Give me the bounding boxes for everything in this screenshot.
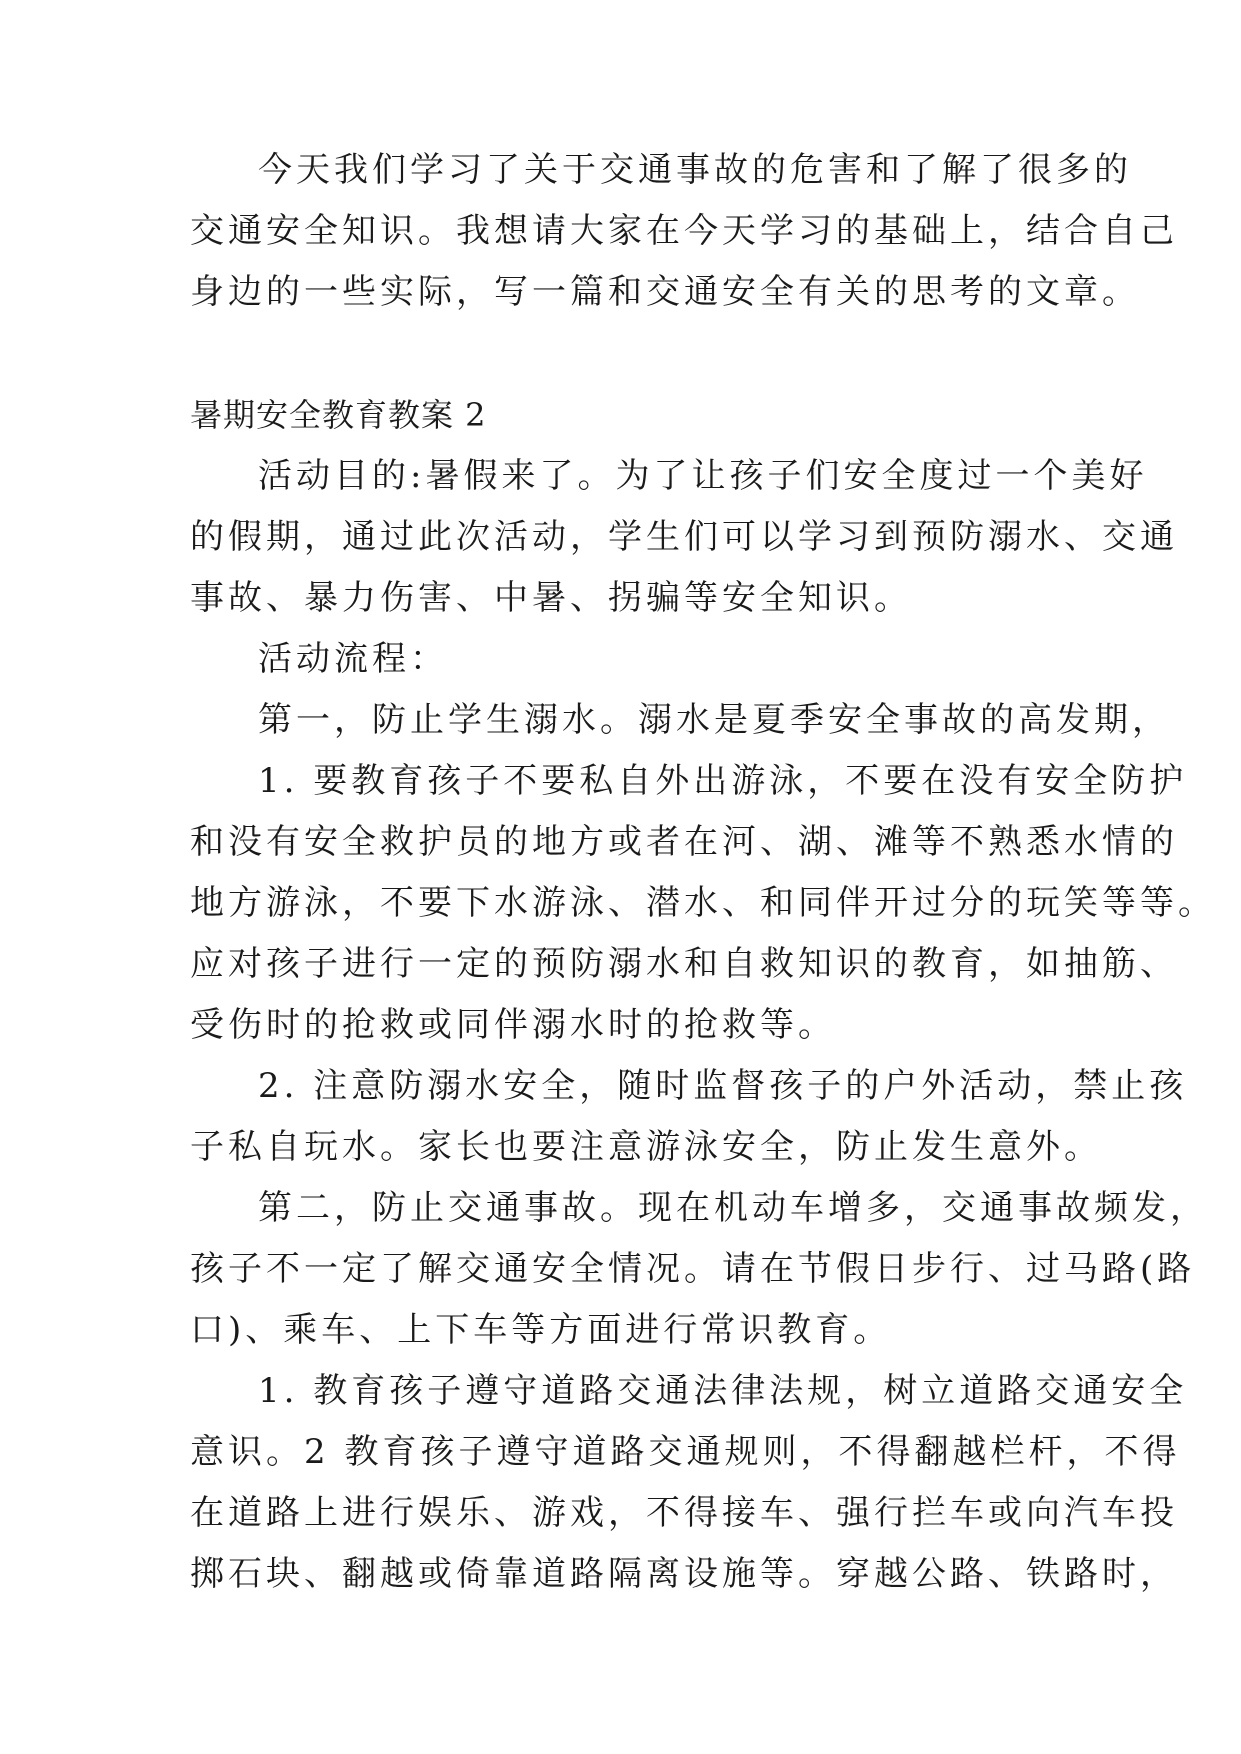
paragraph-line: 地方游泳，不要下水游泳、潜水、和同伴开过分的玩笑等等。 [190,883,1216,923]
paragraph-line: 孩子不一定了解交通安全情况。请在节假日步行、过马路(路 [190,1249,1196,1289]
paragraph-line: 和没有安全救护员的地方或者在河、湖、滩等不熟悉水情的 [190,822,1178,862]
paragraph-line: 2. 注意防溺水安全，随时监督孩子的户外活动，禁止孩 [258,1066,1188,1106]
paragraph-line: 第二，防止交通事故。现在机动车增多，交通事故频发， [258,1188,1208,1228]
paragraph-line: 受伤时的抢救或同伴溺水时的抢救等。 [190,1005,836,1045]
paragraph-line: 1. 教育孩子遵守道路交通法律法规，树立道路交通安全 [258,1371,1188,1411]
paragraph-line: 今天我们学习了关于交通事故的危害和了解了很多的 [258,150,1132,190]
paragraph-line: 1. 要教育孩子不要私自外出游泳，不要在没有安全防护 [258,761,1188,801]
paragraph-line: 口)、乘车、上下车等方面进行常识教育。 [190,1310,892,1350]
paragraph-line: 事故、暴力伤害、中暑、拐骗等安全知识。 [190,578,912,618]
paragraph-line: 交通安全知识。我想请大家在今天学习的基础上，结合自己 [190,211,1178,251]
paragraph-line: 活动流程： [258,639,448,679]
paragraph-line: 应对孩子进行一定的预防溺水和自救知识的教育，如抽筋、 [190,944,1178,984]
paragraph-line: 身边的一些实际，写一篇和交通安全有关的思考的文章。 [190,272,1140,312]
paragraph-line: 在道路上进行娱乐、游戏，不得接车、强行拦车或向汽车投 [190,1493,1178,1533]
paragraph-line: 活动目的:暑假来了。为了让孩子们安全度过一个美好 [258,456,1148,496]
paragraph-line: 意识。2 教育孩子遵守道路交通规则，不得翻越栏杆，不得 [190,1432,1181,1472]
paragraph-line: 子私自玩水。家长也要注意游泳安全，防止发生意外。 [190,1127,1102,1167]
paragraph-line: 掷石块、翻越或倚靠道路隔离设施等。穿越公路、铁路时， [190,1554,1178,1594]
paragraph-line: 第一，防止学生溺水。溺水是夏季安全事故的高发期， [258,700,1170,740]
paragraph-line: 的假期，通过此次活动，学生们可以学习到预防溺水、交通 [190,517,1178,557]
section-heading: 暑期安全教育教案 2 [190,396,487,434]
